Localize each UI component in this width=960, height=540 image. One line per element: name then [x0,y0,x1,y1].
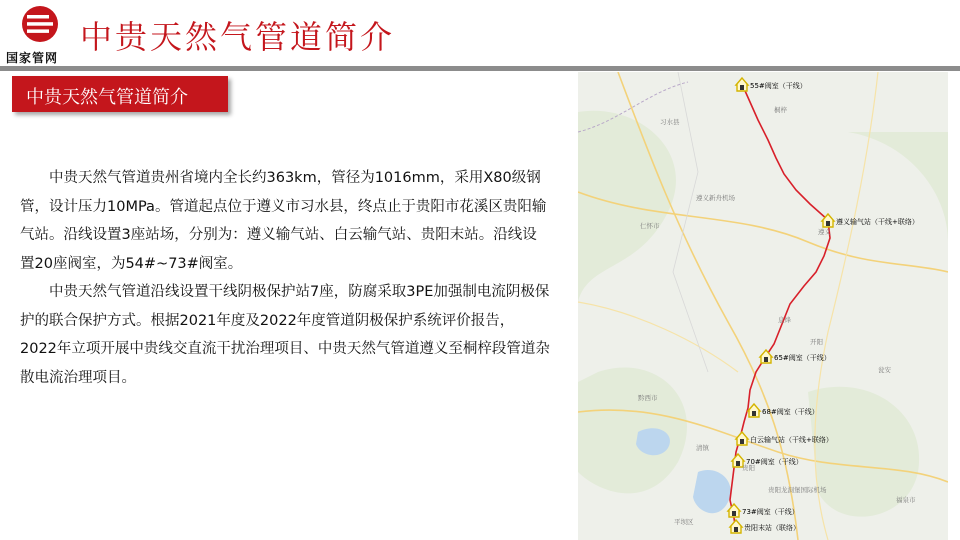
place-pingba: 平坝区 [674,518,694,526]
place-guiyang-airport: 贵阳龙洞堡国际机场 [768,486,827,494]
pipeline-route-map [578,72,948,540]
place-tongzi: 桐梓 [774,106,787,114]
paragraph-2: 中贵天然气管道沿线设置干线阴极保护站7座，防腐采取3PE加强制电流阴极保护的联合保护方式。根据2021年度及2022年度管道阴极保护系统评价报告，2022年立项开展中贵线交直流干扰治理项目、中贵天然气管道遵义至桐梓段管道杂散电流治理项目。 [20,284,550,386]
station-label: 73#阀室（干线） [742,508,799,516]
station-label: 贵阳末站（联络） [744,524,800,532]
place-xifeng: 息烽 [778,316,791,324]
section-banner [12,76,228,112]
place-kaiyang: 开阳 [810,338,823,346]
place-xishui: 习水县 [660,118,680,126]
page-title: 中贵天然气管道简介 [80,18,396,56]
logo-text: 国家管网 [6,51,59,65]
station-label: 65#阀室（干线） [774,354,831,362]
place-renhuai: 仁怀市 [640,222,660,230]
station-label: 68#阀室（干线） [762,408,819,416]
place-qingzhen: 清镇 [696,444,709,452]
place-qianxi: 黔西市 [638,394,658,402]
section-banner-label: 中贵天然气管道简介 [26,87,188,108]
place-fuquan: 福泉市 [896,496,916,504]
station-label: 55#阀室（干线） [750,82,807,90]
header-divider [0,66,960,71]
company-logo [6,4,76,64]
place-zunyi: 遵义 [818,228,831,236]
station-label: 白云输气站（干线+联络） [750,436,833,444]
place-wengan: 瓮安 [878,366,891,374]
station-label: 70#阀室（干线） [746,458,803,466]
logo-emblem-icon [20,4,60,44]
paragraph-1: 中贵天然气管道贵州省境内全长约363km，管径为1016mm，采用X80级钢管，设计压力10MPa。管道起点位于遵义市习水县，终点止于贵阳市花溪区贵阳输气站。沿线设置3座站场，分别为：遵义输气站、白云输气站、贵阳末站。沿线设置20座阀室，为54#~73#阀室。 [20,170,547,272]
place-zunyi-airport: 遵义新舟机场 [696,194,735,202]
station-label: 遵义输气站（干线+联络） [836,218,919,226]
place-guiyang: 贵阳 [742,464,755,472]
description-text [20,164,550,392]
